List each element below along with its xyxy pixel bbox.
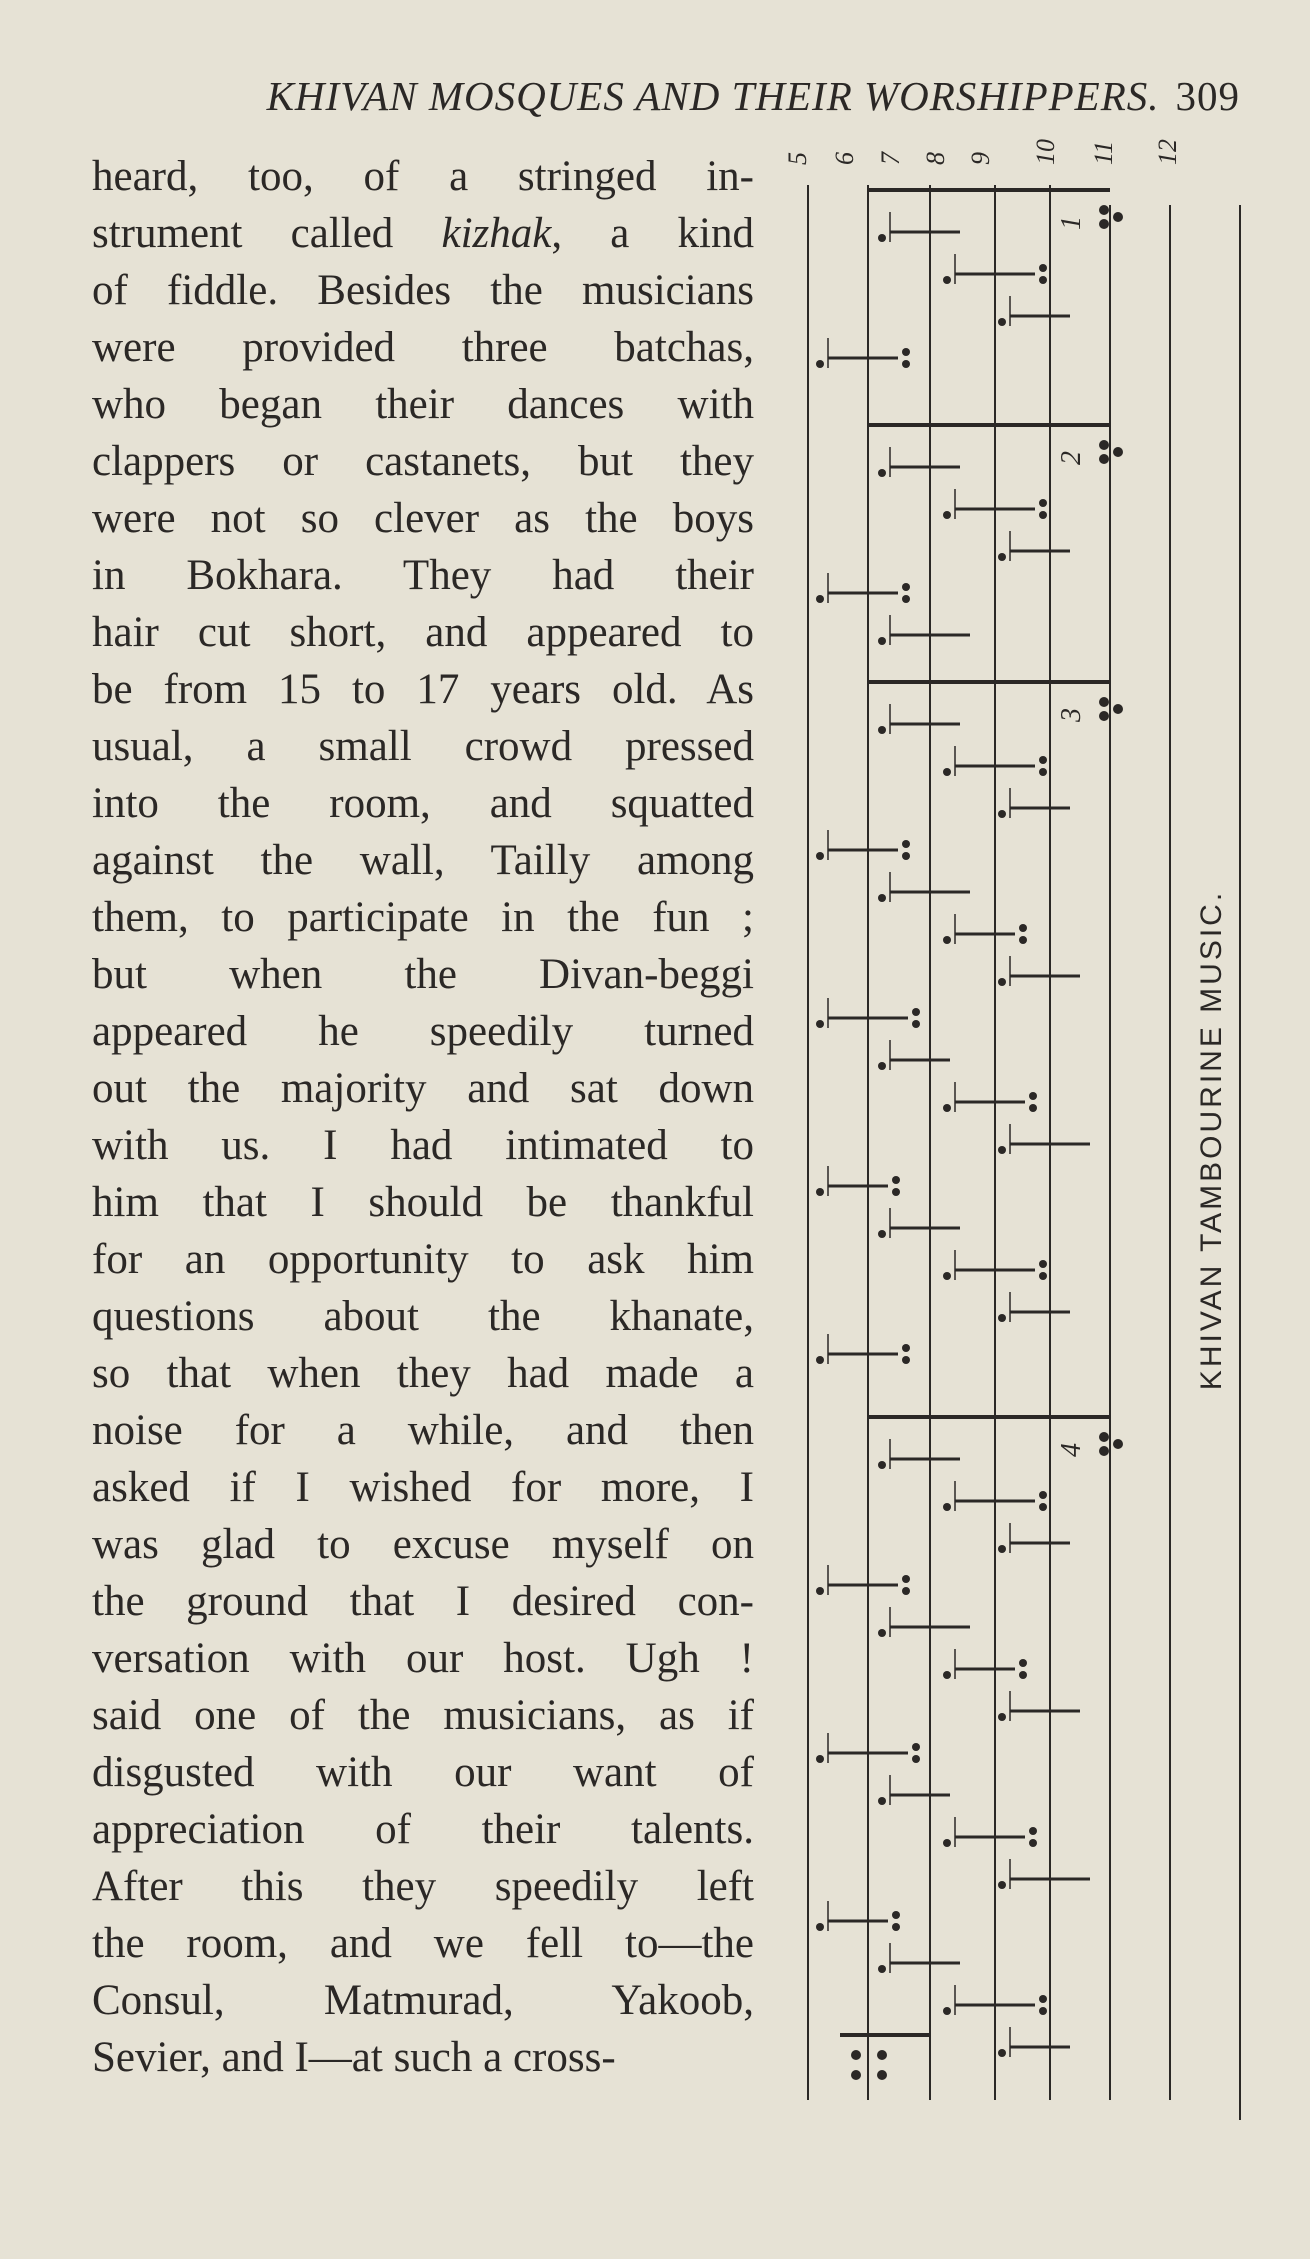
column-number: 12 [1153, 139, 1182, 165]
text-line: so that when they had made a [92, 1350, 754, 1397]
note-dot [1039, 264, 1047, 272]
note-dot [816, 1755, 824, 1763]
note-dot [851, 2070, 861, 2080]
note-dot [943, 1839, 951, 1847]
note-dot [1113, 1439, 1123, 1449]
note-dot [998, 2049, 1006, 2057]
note-dot [877, 2050, 887, 2060]
text-line: in Bokhara. They had their [92, 552, 754, 599]
note-dot [1039, 1503, 1047, 1511]
text-line: was glad to excuse myself on [92, 1521, 754, 1568]
note-dot [1039, 499, 1047, 507]
note-dot [902, 360, 910, 368]
note-dot [1029, 1839, 1037, 1847]
note-dot [1039, 1995, 1047, 2003]
text-line: asked if I wished for more, I [92, 1464, 754, 1511]
note-dot [878, 1062, 886, 1070]
note-dot [1039, 1260, 1047, 1268]
note-dot [816, 1356, 824, 1364]
note-dot [878, 1965, 886, 1973]
text-line: the room, and we fell to—the [92, 1920, 754, 1967]
text-line: noise for a while, and then [92, 1407, 754, 1454]
column-number: 8 [921, 152, 950, 165]
column-number: 6 [830, 152, 859, 165]
text-line: be from 15 to 17 years old. As [92, 666, 754, 713]
note-dot [1039, 768, 1047, 776]
text-line: for an opportunity to ask him [92, 1236, 754, 1283]
note-dot [1029, 1827, 1037, 1835]
text-line: hair cut short, and appeared to [92, 609, 754, 656]
note-dot [892, 1923, 900, 1931]
note-dot [902, 852, 910, 860]
note-dot [998, 553, 1006, 561]
note-dot [816, 1587, 824, 1595]
score-bars [828, 190, 1110, 2057]
note-dot [878, 726, 886, 734]
score-labels [783, 139, 1182, 1457]
text-line: were not so clever as the boys [92, 495, 754, 542]
note-dot [878, 1461, 886, 1469]
text-line: the ground that I desired con- [92, 1578, 754, 1625]
note-dot [943, 768, 951, 776]
note-dot [902, 348, 910, 356]
note-dot [943, 936, 951, 944]
note-dot [878, 234, 886, 242]
note-dot [816, 1020, 824, 1028]
text-line: disgusted with our want of [92, 1749, 754, 1796]
text-line: questions about the khanate, [92, 1293, 754, 1340]
note-dot [998, 810, 1006, 818]
note-dot [998, 978, 1006, 986]
note-dot [902, 1356, 910, 1364]
note-dot [816, 852, 824, 860]
note-dot [1039, 756, 1047, 764]
score-staff-lines [808, 185, 1240, 2120]
note-dot [1099, 440, 1109, 450]
note-dot [1019, 1659, 1027, 1667]
note-dot [878, 469, 886, 477]
note-dot [878, 894, 886, 902]
note-dot [1099, 205, 1109, 215]
text-line: into the room, and squatted [92, 780, 754, 827]
column-number: 5 [783, 152, 812, 165]
column-number: 9 [966, 152, 995, 165]
text-line: of fiddle. Besides the musicians [92, 267, 754, 314]
text-line: him that I should be thankful [92, 1179, 754, 1226]
note-dot [902, 1587, 910, 1595]
note-dot [943, 511, 951, 519]
section-number: 3 [1056, 708, 1087, 722]
page-number: 309 [1175, 73, 1240, 119]
note-dot [998, 1713, 1006, 1721]
text-line: heard, too, of a stringed in- [92, 153, 754, 200]
text-line: said one of the musicians, as if [92, 1692, 754, 1739]
note-dot [998, 1545, 1006, 1553]
text-line-kizhak: strument called kizhak, a kind [92, 210, 754, 257]
text-line: appeared he speedily turned [92, 1008, 754, 1055]
note-dot [1039, 1272, 1047, 1280]
running-head-title: KHIVAN MOSQUES AND THEIR WORSHIPPERS. [266, 73, 1160, 119]
note-dot [998, 1146, 1006, 1154]
note-dot [902, 1575, 910, 1583]
note-dot [1029, 1092, 1037, 1100]
section-number: 2 [1056, 451, 1087, 465]
column-number: 7 [876, 152, 905, 165]
note-dot [1099, 697, 1109, 707]
figure-caption: KHIVAN TAMBOURINE MUSIC. [1195, 889, 1228, 1391]
note-dot [943, 1104, 951, 1112]
note-dot [1099, 454, 1109, 464]
text-line: Consul, Matmurad, Yakoob, [92, 1977, 754, 2024]
text-line: Sevier, and I—at such a cross- [92, 2034, 616, 2081]
note-dot [902, 595, 910, 603]
text-line: usual, a small crowd pressed [92, 723, 754, 770]
text-line: After this they speedily left [92, 1863, 754, 1910]
note-dot [1039, 2007, 1047, 2015]
note-dot [878, 637, 886, 645]
note-dot [943, 1503, 951, 1511]
column-number: 10 [1031, 139, 1060, 165]
note-dot [1113, 704, 1123, 714]
note-dot [1099, 711, 1109, 721]
text-line: who began their dances with [92, 381, 754, 428]
note-dot [902, 583, 910, 591]
section-number: 4 [1056, 1443, 1087, 1457]
text-line: appreciation of their talents. [92, 1806, 754, 1853]
note-dot [877, 2070, 887, 2080]
note-dot [902, 1344, 910, 1352]
note-dot [912, 1743, 920, 1751]
note-dot [1099, 219, 1109, 229]
note-dot [943, 276, 951, 284]
section-number: 1 [1056, 216, 1087, 230]
text-line: them, to participate in the fun ; [92, 894, 754, 941]
note-dot [1019, 924, 1027, 932]
note-dot [892, 1188, 900, 1196]
note-dot [1019, 1671, 1027, 1679]
note-dot [943, 1272, 951, 1280]
note-dot [912, 1020, 920, 1028]
note-dot [998, 1314, 1006, 1322]
note-dot [816, 1188, 824, 1196]
note-dot [1039, 1491, 1047, 1499]
text-line: but when the Divan-beggi [92, 951, 754, 998]
note-dot [912, 1008, 920, 1016]
note-dot [943, 2007, 951, 2015]
column-number: 11 [1089, 140, 1118, 165]
note-dot [943, 1671, 951, 1679]
note-dot [878, 1230, 886, 1238]
note-dot [892, 1176, 900, 1184]
text-line: versation with our host. Ugh ! [92, 1635, 754, 1682]
note-dot [1029, 1104, 1037, 1112]
note-dot [1099, 1432, 1109, 1442]
text-line: clappers or castanets, but they [92, 438, 754, 485]
note-dot [816, 595, 824, 603]
note-dot [1039, 511, 1047, 519]
note-dot [1113, 447, 1123, 457]
note-dot [1019, 936, 1027, 944]
text-line: with us. I had intimated to [92, 1122, 754, 1169]
note-dot [1113, 212, 1123, 222]
note-dot [878, 1797, 886, 1805]
note-dot [878, 1629, 886, 1637]
note-dot [816, 360, 824, 368]
note-dot [816, 1923, 824, 1931]
note-dot [902, 840, 910, 848]
note-dot [912, 1755, 920, 1763]
note-dot [1099, 1446, 1109, 1456]
note-dot [1039, 276, 1047, 284]
note-dot [892, 1911, 900, 1919]
note-dot [851, 2050, 861, 2060]
text-line: were provided three batchas, [92, 324, 754, 371]
text-line: against the wall, Tailly among [92, 837, 754, 884]
note-dot [998, 1881, 1006, 1889]
text-line: out the majority and sat down [92, 1065, 754, 1112]
note-dot [998, 318, 1006, 326]
